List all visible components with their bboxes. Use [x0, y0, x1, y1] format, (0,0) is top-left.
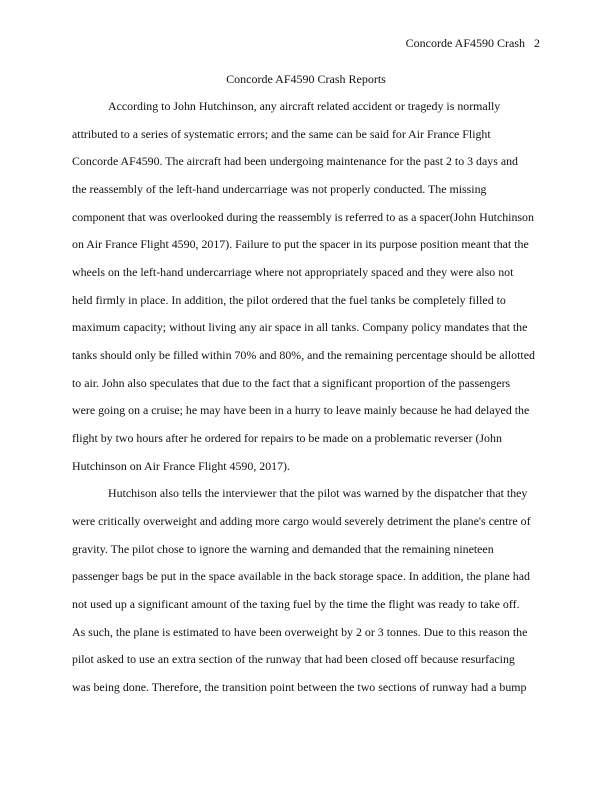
text-line: Concorde AF4590. The aircraft had been undergoing maintenance for the past 2 to 3 days and — [72, 154, 518, 168]
text-line: pilot asked to use an extra section of the runway that had been closed off because resurfacing — [72, 652, 515, 666]
text-line: were critically overweight and adding more cargo would severely detriment the plane's centre of — [72, 514, 531, 528]
text-line: According to John Hutchinson, any aircraft related accident or tragedy is normally — [108, 99, 501, 113]
text-line: tanks should only be filled within 70% and 80%, and the remaining percentage should be allotted — [72, 348, 535, 362]
text-line: on Air France Flight 4590, 2017). Failure to put the spacer in its purpose position meant that the — [72, 237, 529, 251]
text-line: maximum capacity; without living any air space in all tanks. Company policy mandates that the — [72, 320, 528, 334]
running-header — [406, 36, 540, 50]
text-line: Hutchison also tells the interviewer that the pilot was warned by the dispatcher that they — [108, 486, 528, 500]
text-line: flight by two hours after he ordered for repairs to be made on a problematic reverser (John — [72, 431, 502, 445]
text-line: passenger bags be put in the space available in the back storage space. In addition, the plane had — [72, 569, 530, 583]
text-line: held firmly in place. In addition, the pilot ordered that the fuel tanks be completely filled to — [72, 293, 506, 307]
text-line: component that was overlooked during the reassembly is referred to as a spacer(John Hutchinson — [72, 210, 534, 224]
running-title: Concorde AF4590 Crash — [405, 36, 525, 50]
text-line: As such, the plane is estimated to have been overweight by 2 or 3 tonnes. Due to this reason the — [72, 625, 528, 639]
text-line: the reassembly of the left-hand undercarriage was not properly conducted. The missing — [72, 182, 487, 196]
text-line: attributed to a series of systematic errors; and the same can be said for Air France Flight — [72, 127, 491, 141]
text-line: gravity. The pilot chose to ignore the warning and demanded that the remaining nineteen — [72, 542, 494, 556]
text-line: were going on a cruise; he may have been in a hurry to leave mainly because he had delayed the — [72, 403, 530, 417]
text-line: Hutchinson on Air France Flight 4590, 2017). — [72, 459, 290, 473]
page-number: 2 — [534, 36, 540, 50]
text-line: wheels on the left-hand undercarriage where not appropriately spaced and they were also not — [72, 265, 514, 279]
text-line: to air. John also speculates that due to the fact that a significant proportion of the passengers — [72, 376, 511, 390]
text-line: not used up a significant amount of the taxing fuel by the time the flight was ready to take off. — [72, 597, 520, 611]
text-line: was being done. Therefore, the transition point between the two sections of runway had a bump — [72, 680, 527, 694]
document-title: Concorde AF4590 Crash Reports — [226, 72, 386, 86]
